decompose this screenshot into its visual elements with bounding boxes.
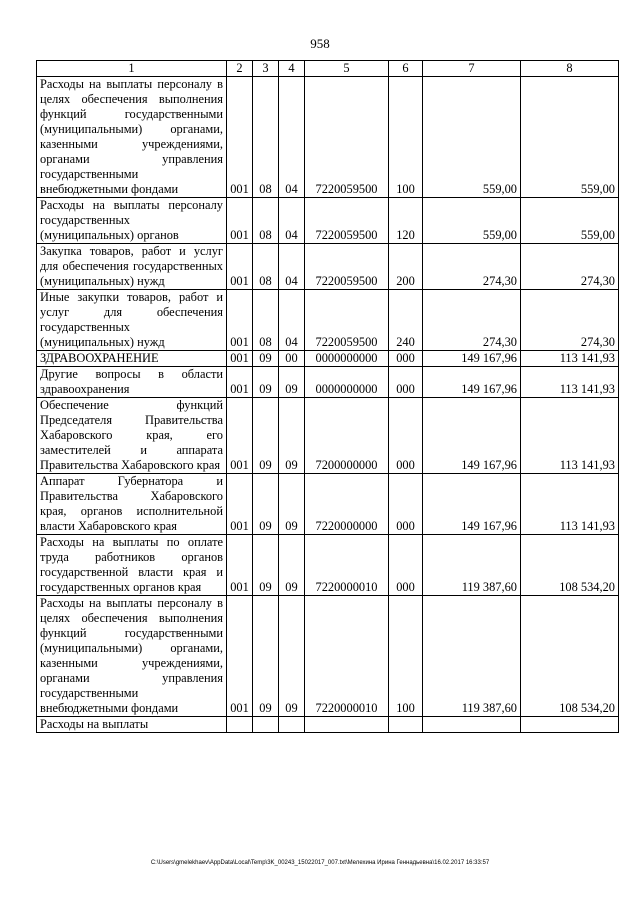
column-header: 8 [521,61,619,77]
section-code-cell: 09 [253,398,279,474]
column-header: 7 [423,61,521,77]
planned-amount-cell: 119 387,60 [423,596,521,717]
subsection-code-cell: 04 [279,290,305,351]
section-code-cell: 09 [253,474,279,535]
expense-type-cell: 000 [389,398,423,474]
planned-amount-cell: 274,30 [423,244,521,290]
target-article-cell: 7220059500 [305,244,389,290]
admin-code-cell: 001 [227,367,253,398]
section-code-cell [253,717,279,733]
target-article-cell: 7220059500 [305,290,389,351]
executed-amount-cell: 274,30 [521,290,619,351]
subsection-code-cell [279,717,305,733]
target-article-cell: 7220059500 [305,77,389,198]
admin-code-cell: 001 [227,77,253,198]
target-article-cell: 7220000010 [305,535,389,596]
column-header: 4 [279,61,305,77]
executed-amount-cell: 108 534,20 [521,535,619,596]
expense-type-cell: 000 [389,367,423,398]
planned-amount-cell: 149 167,96 [423,474,521,535]
executed-amount-cell: 113 141,93 [521,474,619,535]
subsection-code-cell: 04 [279,244,305,290]
executed-amount-cell: 559,00 [521,198,619,244]
subsection-code-cell: 09 [279,398,305,474]
admin-code-cell [227,717,253,733]
section-code-cell: 09 [253,351,279,367]
planned-amount-cell: 559,00 [423,198,521,244]
admin-code-cell: 001 [227,398,253,474]
admin-code-cell: 001 [227,535,253,596]
planned-amount-cell: 149 167,96 [423,351,521,367]
row-name-cell: Обеспечение функций Председателя Правительства Хабаровского края, его заместителей и аппарата Правительства Хабаровского края [37,398,227,474]
executed-amount-cell: 274,30 [521,244,619,290]
planned-amount-cell: 149 167,96 [423,398,521,474]
budget-table [36,60,619,733]
subsection-code-cell: 04 [279,77,305,198]
row-name-cell: Расходы на выплаты персоналу в целях обеспечения выполнения функций государственными (муниципальными) органами, казенными учреждениями, органами управления государственными внебюджетными фондами [37,596,227,717]
table-row [37,77,619,198]
expense-type-cell: 200 [389,244,423,290]
table-row [37,717,619,733]
table-row [37,596,619,717]
expense-type-cell: 120 [389,198,423,244]
subsection-code-cell: 09 [279,535,305,596]
planned-amount-cell: 119 387,60 [423,535,521,596]
subsection-code-cell: 04 [279,198,305,244]
target-article-cell [305,717,389,733]
subsection-code-cell: 09 [279,596,305,717]
executed-amount-cell [521,717,619,733]
row-name-cell: Другие вопросы в области здравоохранения [37,367,227,398]
expense-type-cell [389,717,423,733]
column-header: 2 [227,61,253,77]
expense-type-cell: 100 [389,596,423,717]
section-code-cell: 09 [253,367,279,398]
row-name-cell: Расходы на выплаты по оплате труда работников органов государственной власти края и государственных органов края [37,535,227,596]
target-article-cell: 7220000010 [305,596,389,717]
subsection-code-cell: 09 [279,367,305,398]
admin-code-cell: 001 [227,596,253,717]
row-name-cell: Расходы на выплаты [37,717,227,733]
row-name-cell: Аппарат Губернатора и Правительства Хабаровского края, органов исполнительной власти Хабаровского края [37,474,227,535]
admin-code-cell: 001 [227,290,253,351]
section-code-cell: 09 [253,535,279,596]
section-code-cell: 08 [253,198,279,244]
section-code-cell: 09 [253,596,279,717]
executed-amount-cell: 108 534,20 [521,596,619,717]
column-header: 5 [305,61,389,77]
target-article-cell: 7220000000 [305,474,389,535]
row-name-cell: Закупка товаров, работ и услуг для обеспечения государственных (муниципальных) нужд [37,244,227,290]
expense-type-cell: 100 [389,77,423,198]
row-name-cell: Расходы на выплаты персоналу в целях обеспечения выполнения функций государственными (муниципальными) органами, казенными учреждениями, органами управления государственными внебюджетными фондами [37,77,227,198]
table-row [37,290,619,351]
row-name-cell: ЗДРАВООХРАНЕНИЕ [37,351,227,367]
table-row [37,351,619,367]
row-name-cell: Иные закупки товаров, работ и услуг для обеспечения государственных (муниципальных) нужд [37,290,227,351]
expense-type-cell: 000 [389,474,423,535]
planned-amount-cell: 274,30 [423,290,521,351]
admin-code-cell: 001 [227,474,253,535]
row-name-cell: Расходы на выплаты персоналу государственных (муниципальных) органов [37,198,227,244]
table-row [37,367,619,398]
planned-amount-cell: 559,00 [423,77,521,198]
column-header: 1 [37,61,227,77]
table-row [37,398,619,474]
table-row [37,244,619,290]
page-number: 958 [310,36,330,51]
expense-type-cell: 240 [389,290,423,351]
admin-code-cell: 001 [227,351,253,367]
executed-amount-cell: 113 141,93 [521,351,619,367]
target-article-cell: 0000000000 [305,351,389,367]
target-article-cell: 7220059500 [305,198,389,244]
column-header: 3 [253,61,279,77]
table-row [37,198,619,244]
section-code-cell: 08 [253,290,279,351]
executed-amount-cell: 559,00 [521,77,619,198]
admin-code-cell: 001 [227,244,253,290]
column-header: 6 [389,61,423,77]
planned-amount-cell [423,717,521,733]
admin-code-cell: 001 [227,198,253,244]
section-code-cell: 08 [253,77,279,198]
table-header-row [37,61,619,77]
table-row [37,474,619,535]
expense-type-cell: 000 [389,535,423,596]
subsection-code-cell: 00 [279,351,305,367]
table-row [37,535,619,596]
target-article-cell: 7200000000 [305,398,389,474]
expense-type-cell: 000 [389,351,423,367]
subsection-code-cell: 09 [279,474,305,535]
executed-amount-cell: 113 141,93 [521,398,619,474]
target-article-cell: 0000000000 [305,367,389,398]
section-code-cell: 08 [253,244,279,290]
executed-amount-cell: 113 141,93 [521,367,619,398]
file-path-footer: C:\Users\gmelekhaev\AppData\Local\Temp\3K_00243_15022017_007.txt\Мелехина Ирина Геннадьевна\16.02.2017 16:33:57 [150,860,490,866]
planned-amount-cell: 149 167,96 [423,367,521,398]
